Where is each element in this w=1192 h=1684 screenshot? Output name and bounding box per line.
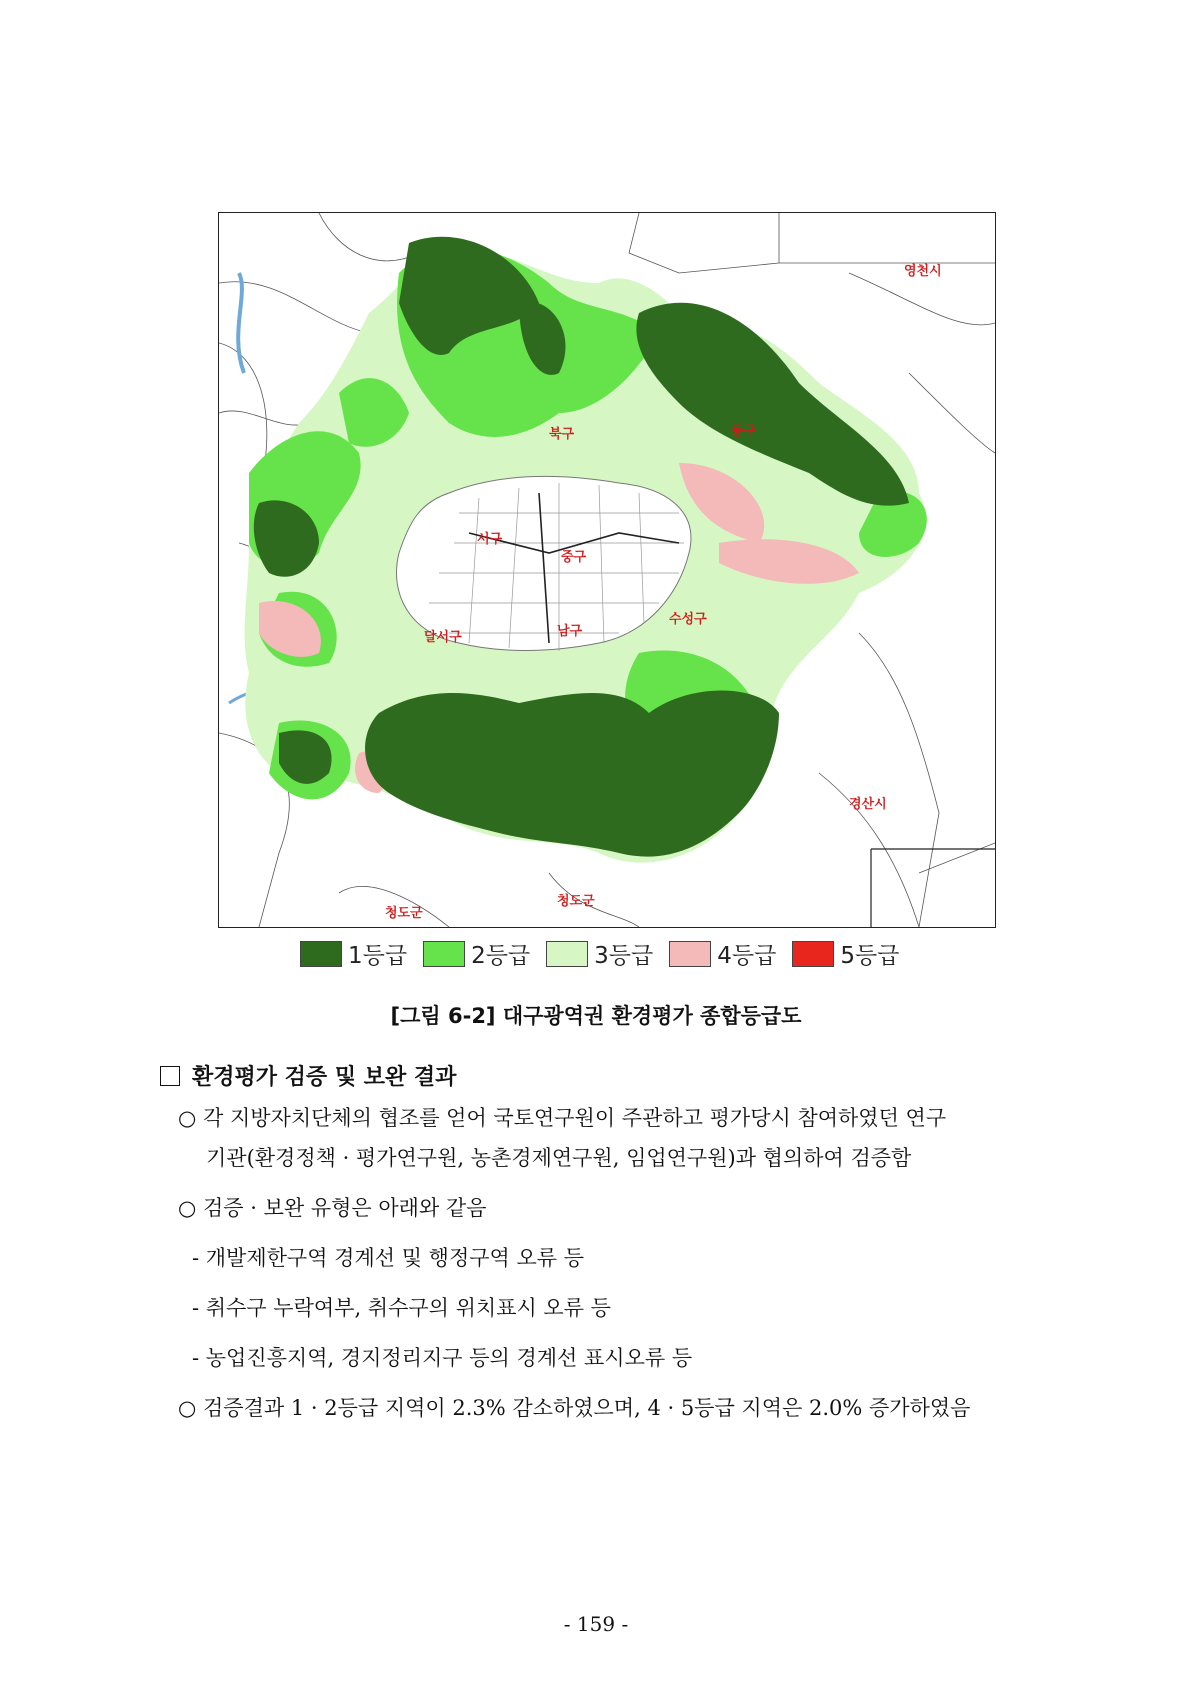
section-heading	[160, 1060, 456, 1091]
label-dalseogu: 달서구	[424, 630, 462, 645]
dash-item-1: - 개발제한구역 경계선 및 행정구역 오류 등	[192, 1246, 585, 1270]
label-junggu: 중구	[561, 550, 587, 565]
label-cheongdo: 청도군	[557, 894, 595, 909]
label-goryeong: 청도군	[385, 906, 423, 921]
map-graphic	[219, 213, 995, 927]
section-title-text: 환경평가 검증 및 보완 결과	[192, 1064, 457, 1090]
legend-swatch	[792, 941, 834, 967]
legend-swatch	[546, 941, 588, 967]
environment-grade-map	[218, 212, 996, 928]
legend-label: 3등급	[594, 943, 654, 969]
legend-swatch	[300, 941, 342, 967]
legend-item-grade1	[300, 937, 407, 970]
checkbox-square-icon	[160, 1066, 180, 1086]
legend-item-grade4	[669, 937, 776, 970]
legend-label: 1등급	[348, 943, 408, 969]
label-yeongcheon: 영천시	[904, 264, 942, 279]
paragraph-3: ○ 검증결과 1 · 2등급 지역이 2.3% 감소하였으며, 4 · 5등급 지역은 2.0% 증가하였음	[178, 1396, 971, 1420]
label-suseonggu: 수성구	[669, 612, 707, 627]
figure-caption: [그림 6-2] 대구광역권 환경평가 종합등급도	[390, 1004, 802, 1028]
paragraph-1-line-1: ○ 각 지방자치단체의 협조를 얻어 국토연구원이 주관하고 평가당시 참여하였던 연구	[178, 1106, 947, 1130]
paragraph-1-line-2: 기관(환경정책 · 평가연구원, 농촌경제연구원, 임업연구원)과 협의하여 검증함	[206, 1146, 912, 1170]
label-donggu: 동구	[731, 424, 757, 439]
dash-item-3: - 농업진흥지역, 경지정리지구 등의 경계선 표시오류 등	[192, 1346, 693, 1370]
map-legend	[300, 937, 915, 970]
legend-label: 2등급	[471, 943, 531, 969]
river-north	[238, 273, 244, 373]
inset-frame	[871, 849, 995, 927]
page-number: - 159 -	[563, 1612, 629, 1636]
label-namgu: 남구	[557, 624, 583, 639]
legend-item-grade2	[423, 937, 530, 970]
legend-item-grade5	[792, 937, 899, 970]
label-gyeongsan: 경산시	[849, 797, 887, 812]
dash-item-2: - 취수구 누락여부, 취수구의 위치표시 오류 등	[192, 1296, 611, 1320]
label-seogu: 서구	[477, 532, 503, 547]
legend-swatch	[423, 941, 465, 967]
legend-label: 5등급	[840, 943, 900, 969]
label-bukgu: 북구	[549, 427, 575, 442]
legend-label: 4등급	[717, 943, 777, 969]
legend-item-grade3	[546, 937, 653, 970]
legend-swatch	[669, 941, 711, 967]
paragraph-2: ○ 검증 · 보완 유형은 아래와 같음	[178, 1196, 487, 1220]
